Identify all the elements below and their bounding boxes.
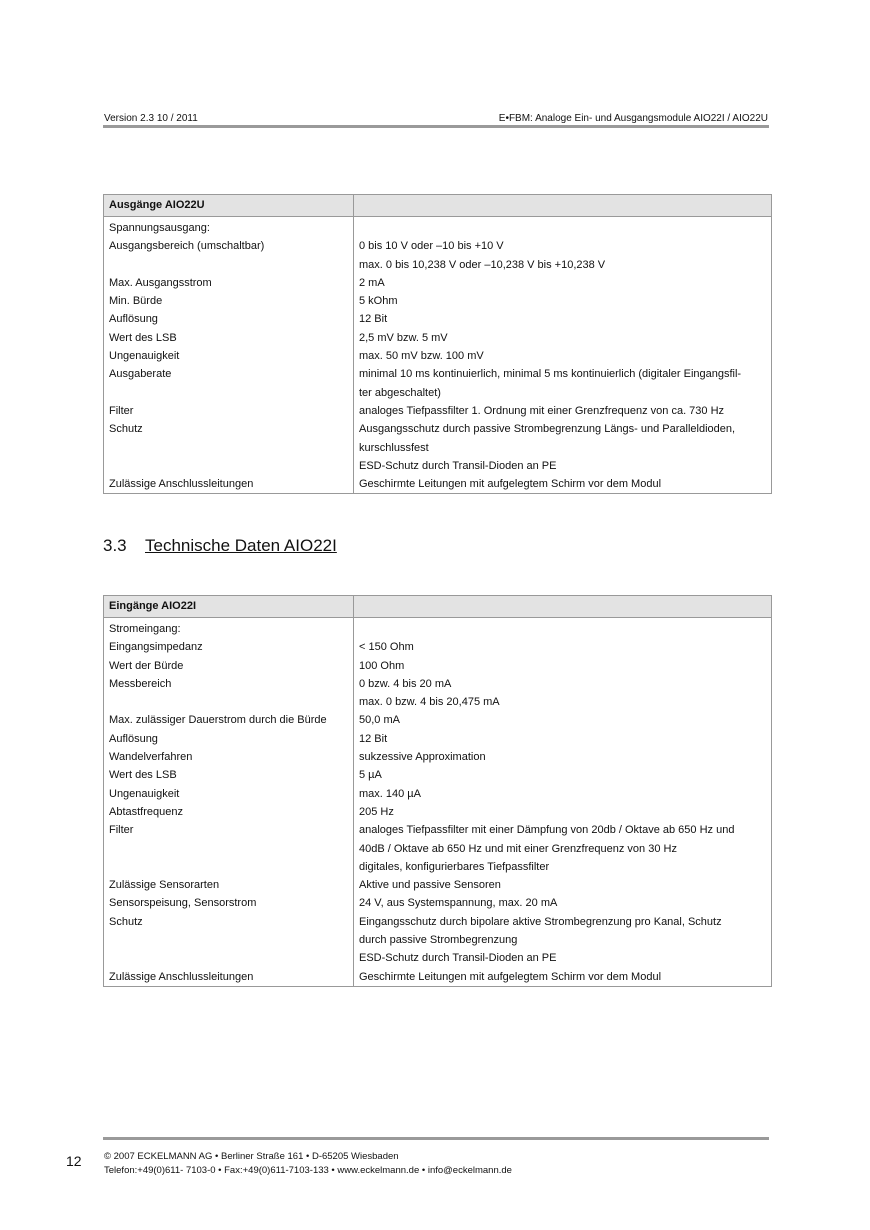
row-value: max. 0 bis 10,238 V oder –10,238 V bis +10,238 V <box>354 256 772 274</box>
table-row <box>104 237 772 255</box>
row-value: digitales, konfigurierbares Tiefpassfilter <box>354 858 772 876</box>
table-row <box>104 402 772 420</box>
header-title: E•FBM: Analoge Ein- und Ausgangsmodule AIO22I / AIO22U <box>498 113 768 124</box>
row-label: Max. Ausgangsstrom <box>104 274 354 292</box>
row-value: sukzessive Approximation <box>354 748 772 766</box>
table-row <box>104 292 772 310</box>
table-row <box>104 365 772 383</box>
table-row <box>104 439 772 457</box>
row-value: < 150 Ohm <box>354 638 772 656</box>
table-row <box>104 217 772 238</box>
table-row <box>104 840 772 858</box>
table-row <box>104 711 772 729</box>
row-label: Ungenauigkeit <box>104 785 354 803</box>
row-label: Schutz <box>104 420 354 438</box>
row-label: Spannungsausgang: <box>104 217 354 238</box>
table-title: Eingänge AIO22I <box>104 596 354 618</box>
header-rule <box>103 125 769 128</box>
table-title: Ausgänge AIO22U <box>104 195 354 217</box>
row-value: max. 140 µA <box>354 785 772 803</box>
row-label: Schutz <box>104 913 354 931</box>
table-row <box>104 256 772 274</box>
row-value: Geschirmte Leitungen mit aufgelegtem Schirm vor dem Modul <box>354 968 772 987</box>
row-value: analoges Tiefpassfilter mit einer Dämpfung von 20db / Oktave ab 650 Hz und <box>354 821 772 839</box>
row-label: Messbereich <box>104 675 354 693</box>
table-row <box>104 766 772 784</box>
table-row <box>104 876 772 894</box>
row-value: 12 Bit <box>354 730 772 748</box>
row-label <box>104 858 354 876</box>
row-value: Ausgangsschutz durch passive Strombegrenzung Längs- und Paralleldioden, <box>354 420 772 438</box>
outputs-table <box>103 194 772 494</box>
row-label: Zulässige Sensorarten <box>104 876 354 894</box>
table-row <box>104 347 772 365</box>
row-value: minimal 10 ms kontinuierlich, minimal 5 ms kontinuierlich (digitaler Eingangsfil- <box>354 365 772 383</box>
row-value: ter abgeschaltet) <box>354 384 772 402</box>
row-value: 0 bzw. 4 bis 20 mA <box>354 675 772 693</box>
row-label: Eingangsimpedanz <box>104 638 354 656</box>
table-header-empty <box>354 596 772 618</box>
row-label <box>104 457 354 475</box>
row-label <box>104 840 354 858</box>
section-title: Technische Daten AIO22I <box>145 536 337 555</box>
row-label <box>104 693 354 711</box>
table-row <box>104 657 772 675</box>
row-label: Zulässige Anschlussleitungen <box>104 968 354 987</box>
row-value: Aktive und passive Sensoren <box>354 876 772 894</box>
table-row <box>104 310 772 328</box>
table-row <box>104 803 772 821</box>
table-row <box>104 638 772 656</box>
row-value: 2,5 mV bzw. 5 mV <box>354 329 772 347</box>
table-row <box>104 274 772 292</box>
row-label: Ungenauigkeit <box>104 347 354 365</box>
table-row <box>104 329 772 347</box>
table-row <box>104 730 772 748</box>
footer-address: © 2007 ECKELMANN AG • Berliner Straße 161 • D-65205 Wiesbaden <box>104 1151 399 1162</box>
row-label: Stromeingang: <box>104 618 354 639</box>
row-label: Wert der Bürde <box>104 657 354 675</box>
row-label: Auflösung <box>104 730 354 748</box>
row-value: Geschirmte Leitungen mit aufgelegtem Schirm vor dem Modul <box>354 475 772 494</box>
table-row <box>104 894 772 912</box>
table-row <box>104 675 772 693</box>
row-label <box>104 439 354 457</box>
row-value: analoges Tiefpassfilter 1. Ordnung mit einer Grenzfrequenz von ca. 730 Hz <box>354 402 772 420</box>
table-row <box>104 968 772 987</box>
row-value: max. 50 mV bzw. 100 mV <box>354 347 772 365</box>
row-value: Eingangsschutz durch bipolare aktive Strombegrenzung pro Kanal, Schutz <box>354 913 772 931</box>
table-row <box>104 693 772 711</box>
row-value: 24 V, aus Systemspannung, max. 20 mA <box>354 894 772 912</box>
row-label <box>104 384 354 402</box>
table-row <box>104 949 772 967</box>
row-value: 12 Bit <box>354 310 772 328</box>
table-row <box>104 618 772 639</box>
table-row <box>104 457 772 475</box>
row-label: Filter <box>104 821 354 839</box>
row-label: Abtastfrequenz <box>104 803 354 821</box>
row-label: Ausgangsbereich (umschaltbar) <box>104 237 354 255</box>
table-row <box>104 785 772 803</box>
row-value: 5 kOhm <box>354 292 772 310</box>
row-label: Zulässige Anschlussleitungen <box>104 475 354 494</box>
row-label <box>104 949 354 967</box>
row-value: kurschlussfest <box>354 439 772 457</box>
footer-rule <box>103 1137 769 1140</box>
table-row <box>104 931 772 949</box>
table-row <box>104 748 772 766</box>
table-row <box>104 821 772 839</box>
row-value <box>354 217 772 238</box>
row-label: Ausgaberate <box>104 365 354 383</box>
table-row <box>104 420 772 438</box>
footer <box>104 1150 512 1178</box>
header-version: Version 2.3 10 / 2011 <box>104 113 198 124</box>
row-label <box>104 256 354 274</box>
section-heading <box>103 536 337 556</box>
row-label: Max. zulässiger Dauerstrom durch die Bürde <box>104 711 354 729</box>
row-label <box>104 931 354 949</box>
row-label: Auflösung <box>104 310 354 328</box>
row-label: Min. Bürde <box>104 292 354 310</box>
table-row <box>104 384 772 402</box>
row-value: 40dB / Oktave ab 650 Hz und mit einer Grenzfrequenz von 30 Hz <box>354 840 772 858</box>
row-label: Wandelverfahren <box>104 748 354 766</box>
row-value: 50,0 mA <box>354 711 772 729</box>
row-value: 100 Ohm <box>354 657 772 675</box>
row-label: Filter <box>104 402 354 420</box>
row-value: 5 µA <box>354 766 772 784</box>
row-label: Wert des LSB <box>104 766 354 784</box>
page-number: 12 <box>66 1153 82 1169</box>
inputs-table <box>103 595 772 987</box>
row-value: ESD-Schutz durch Transil-Dioden an PE <box>354 949 772 967</box>
row-label: Wert des LSB <box>104 329 354 347</box>
row-value: ESD-Schutz durch Transil-Dioden an PE <box>354 457 772 475</box>
row-value: 205 Hz <box>354 803 772 821</box>
section-number: 3.3 <box>103 536 127 555</box>
table-row <box>104 913 772 931</box>
row-value: 0 bis 10 V oder –10 bis +10 V <box>354 237 772 255</box>
footer-contact: Telefon:+49(0)611- 7103-0 • Fax:+49(0)611-7103-133 • www.eckelmann.de • info@eckelmann.de <box>104 1165 512 1176</box>
row-label: Sensorspeisung, Sensorstrom <box>104 894 354 912</box>
table-row <box>104 858 772 876</box>
table-header-empty <box>354 195 772 217</box>
row-value: 2 mA <box>354 274 772 292</box>
row-value: max. 0 bzw. 4 bis 20,475 mA <box>354 693 772 711</box>
row-value <box>354 618 772 639</box>
table-row <box>104 475 772 494</box>
row-value: durch passive Strombegrenzung <box>354 931 772 949</box>
